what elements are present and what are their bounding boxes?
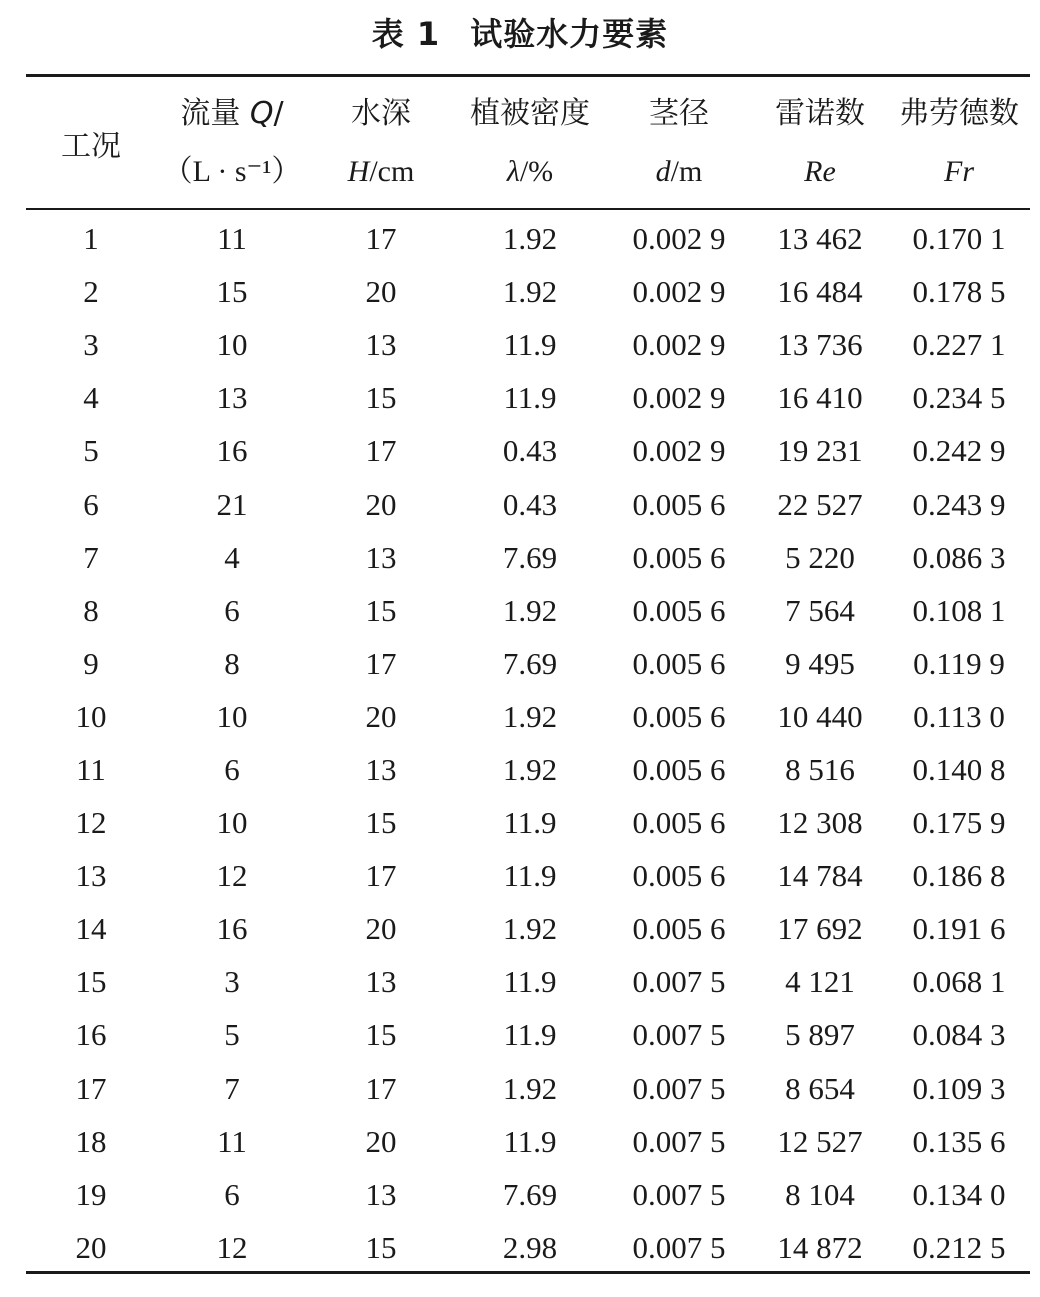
table-row [26, 1115, 1030, 1168]
cell-density: 1.92 [502, 911, 558, 947]
cell-density: 11.9 [503, 1017, 557, 1053]
cell-reynolds: 7 564 [785, 592, 855, 628]
cell-froude: 0.175 9 [912, 805, 1006, 841]
cell-reynolds: 8 516 [785, 751, 855, 787]
header-froude-symbol: Fr [944, 154, 974, 188]
header-stem-unit: d/m [655, 154, 703, 188]
cell-depth: 17 [365, 858, 397, 894]
header-depth [308, 77, 454, 208]
cell-stem: 0.005 6 [632, 751, 726, 787]
cell-flow: 3 [224, 964, 240, 1000]
cell-flow: 6 [224, 1176, 240, 1212]
cell-stem: 0.007 5 [632, 1070, 726, 1106]
cell-flow: 13 [216, 380, 248, 416]
cell-flow: 16 [216, 911, 248, 947]
cell-reynolds: 13 462 [777, 221, 863, 257]
hydraulic-parameters-table [26, 77, 1030, 1274]
cell-density: 2.98 [502, 1229, 558, 1265]
cell-depth: 17 [365, 433, 397, 469]
table-row [26, 371, 1030, 424]
header-row [26, 77, 1030, 208]
table-row [26, 690, 1030, 743]
cell-stem: 0.002 9 [632, 433, 726, 469]
cell-condition: 13 [75, 858, 107, 894]
cell-froude: 0.186 8 [912, 858, 1006, 894]
header-stem [606, 77, 752, 208]
table-row [26, 902, 1030, 955]
cell-depth: 17 [365, 1070, 397, 1106]
cell-froude: 0.084 3 [912, 1017, 1006, 1053]
cell-froude: 0.170 1 [912, 221, 1006, 257]
header-flow [156, 77, 308, 208]
cell-depth: 13 [365, 964, 397, 1000]
cell-depth: 20 [365, 698, 397, 734]
cell-stem: 0.005 6 [632, 592, 726, 628]
cell-reynolds: 10 440 [777, 698, 863, 734]
cell-stem: 0.005 6 [632, 645, 726, 681]
cell-froude: 0.178 5 [912, 274, 1006, 310]
cell-depth: 13 [365, 751, 397, 787]
cell-flow: 7 [224, 1070, 240, 1106]
cell-flow: 21 [216, 486, 248, 522]
cell-reynolds: 5 220 [785, 539, 855, 575]
cell-reynolds: 5 897 [785, 1017, 855, 1053]
cell-condition: 12 [75, 805, 107, 841]
cell-density: 1.92 [502, 274, 558, 310]
cell-stem: 0.007 5 [632, 1229, 726, 1265]
cell-stem: 0.005 6 [632, 539, 726, 575]
cell-reynolds: 13 736 [777, 327, 863, 363]
cell-flow: 6 [224, 751, 240, 787]
cell-stem: 0.007 5 [632, 1123, 726, 1159]
cell-froude: 0.227 1 [912, 327, 1006, 363]
cell-density: 1.92 [502, 221, 558, 257]
header-reynolds [752, 77, 888, 208]
table-number: 表 1 [371, 15, 441, 53]
cell-depth: 15 [365, 1229, 397, 1265]
cell-froude: 0.086 3 [912, 539, 1006, 575]
cell-depth: 20 [365, 274, 397, 310]
header-condition-label: 工况 [61, 128, 121, 164]
cell-froude: 0.113 0 [913, 698, 1005, 734]
cell-reynolds: 12 527 [777, 1123, 863, 1159]
cell-froude: 0.243 9 [912, 486, 1006, 522]
cell-condition: 11 [76, 751, 106, 787]
cell-reynolds: 4 121 [785, 964, 855, 1000]
cell-reynolds: 8 104 [785, 1176, 855, 1212]
cell-froude: 0.068 1 [912, 964, 1006, 1000]
cell-froude: 0.108 1 [912, 592, 1006, 628]
cell-reynolds: 14 872 [777, 1229, 863, 1265]
cell-flow: 12 [216, 1229, 248, 1265]
cell-reynolds: 22 527 [777, 486, 863, 522]
header-condition [26, 77, 156, 208]
cell-density: 0.43 [502, 433, 558, 469]
cell-condition: 18 [75, 1123, 107, 1159]
cell-stem: 0.005 6 [632, 858, 726, 894]
cell-depth: 13 [365, 327, 397, 363]
table-row [26, 531, 1030, 584]
table-row [26, 318, 1030, 371]
cell-depth: 15 [365, 380, 397, 416]
header-depth-label: 水深 [351, 95, 411, 131]
cell-condition: 15 [75, 964, 107, 1000]
cell-reynolds: 14 784 [777, 858, 863, 894]
cell-condition: 2 [83, 274, 99, 310]
cell-reynolds: 16 410 [777, 380, 863, 416]
cell-reynolds: 17 692 [777, 911, 863, 947]
cell-flow: 4 [224, 539, 240, 575]
cell-flow: 10 [216, 327, 248, 363]
cell-flow: 10 [216, 805, 248, 841]
header-flow-label: 流量 Q/ [180, 95, 284, 131]
cell-flow: 11 [217, 221, 247, 257]
header-stem-label: 茎径 [649, 95, 709, 131]
cell-reynolds: 12 308 [777, 805, 863, 841]
cell-condition: 17 [75, 1070, 107, 1106]
cell-depth: 20 [365, 911, 397, 947]
header-density [454, 77, 606, 208]
cell-froude: 0.134 0 [912, 1176, 1006, 1212]
cell-condition: 6 [83, 486, 99, 522]
cell-density: 11.9 [503, 327, 557, 363]
cell-density: 1.92 [502, 1070, 558, 1106]
table-row [26, 1221, 1030, 1274]
cell-depth: 15 [365, 592, 397, 628]
cell-condition: 8 [83, 592, 99, 628]
cell-depth: 20 [365, 486, 397, 522]
cell-froude: 0.109 3 [912, 1070, 1006, 1106]
cell-froude: 0.191 6 [912, 911, 1006, 947]
cell-stem: 0.007 5 [632, 964, 726, 1000]
cell-density: 11.9 [503, 964, 557, 1000]
header-reynolds-label: 雷诺数 [775, 95, 865, 131]
cell-depth: 15 [365, 805, 397, 841]
cell-stem: 0.005 6 [632, 911, 726, 947]
cell-condition: 9 [83, 645, 99, 681]
header-froude-label: 弗劳德数 [899, 95, 1019, 131]
cell-condition: 7 [83, 539, 99, 575]
cell-condition: 5 [83, 433, 99, 469]
cell-condition: 1 [83, 221, 99, 257]
cell-depth: 13 [365, 539, 397, 575]
cell-froude: 0.242 9 [912, 433, 1006, 469]
cell-condition: 3 [83, 327, 99, 363]
header-reynolds-symbol: Re [804, 154, 836, 188]
cell-stem: 0.005 6 [632, 805, 726, 841]
cell-flow: 15 [216, 274, 248, 310]
table-row [26, 955, 1030, 1008]
cell-flow: 6 [224, 592, 240, 628]
cell-density: 11.9 [503, 380, 557, 416]
table-body [26, 208, 1030, 1274]
table-row [26, 584, 1030, 637]
cell-condition: 19 [75, 1176, 107, 1212]
cell-density: 0.43 [502, 486, 558, 522]
cell-flow: 16 [216, 433, 248, 469]
cell-froude: 0.140 8 [912, 751, 1006, 787]
cell-condition: 4 [83, 380, 99, 416]
cell-stem: 0.005 6 [632, 698, 726, 734]
cell-condition: 20 [75, 1229, 107, 1265]
cell-stem: 0.002 9 [632, 327, 726, 363]
table-row [26, 1008, 1030, 1061]
cell-condition: 16 [75, 1017, 107, 1053]
table-row [26, 1168, 1030, 1221]
table-row [26, 637, 1030, 690]
cell-reynolds: 19 231 [777, 433, 863, 469]
cell-flow: 8 [224, 645, 240, 681]
table-row [26, 265, 1030, 318]
cell-condition: 14 [75, 911, 107, 947]
cell-density: 1.92 [502, 698, 558, 734]
cell-depth: 20 [365, 1123, 397, 1159]
cell-flow: 10 [216, 698, 248, 734]
table-row [26, 1062, 1030, 1115]
cell-stem: 0.007 5 [632, 1176, 726, 1212]
cell-reynolds: 9 495 [785, 645, 855, 681]
cell-stem: 0.005 6 [632, 486, 726, 522]
table-row [26, 424, 1030, 477]
cell-flow: 11 [217, 1123, 247, 1159]
cell-density: 7.69 [502, 645, 558, 681]
cell-stem: 0.002 9 [632, 221, 726, 257]
cell-density: 11.9 [503, 858, 557, 894]
header-density-unit: λ/% [506, 154, 554, 188]
table-row [26, 743, 1030, 796]
cell-depth: 15 [365, 1017, 397, 1053]
cell-stem: 0.002 9 [632, 380, 726, 416]
table-title: 试验水力要素 [470, 15, 669, 53]
table-caption [0, 12, 1040, 56]
cell-stem: 0.007 5 [632, 1017, 726, 1053]
cell-density: 11.9 [503, 1123, 557, 1159]
cell-reynolds: 16 484 [777, 274, 863, 310]
header-depth-unit: H/cm [347, 154, 415, 188]
cell-stem: 0.002 9 [632, 274, 726, 310]
cell-depth: 17 [365, 221, 397, 257]
cell-froude: 0.234 5 [912, 380, 1006, 416]
table-row [26, 208, 1030, 265]
cell-density: 1.92 [502, 592, 558, 628]
cell-density: 1.92 [502, 751, 558, 787]
cell-froude: 0.135 6 [912, 1123, 1006, 1159]
table-row [26, 849, 1030, 902]
table-row [26, 477, 1030, 530]
cell-flow: 5 [224, 1017, 240, 1053]
cell-depth: 17 [365, 645, 397, 681]
cell-condition: 10 [75, 698, 107, 734]
cell-density: 7.69 [502, 539, 558, 575]
header-flow-unit: （L · s⁻¹） [162, 154, 302, 188]
table-row [26, 796, 1030, 849]
header-density-label: 植被密度 [470, 95, 590, 131]
cell-density: 7.69 [502, 1176, 558, 1212]
header-froude [888, 77, 1030, 208]
cell-reynolds: 8 654 [785, 1070, 855, 1106]
cell-froude: 0.119 9 [913, 645, 1005, 681]
cell-flow: 12 [216, 858, 248, 894]
cell-depth: 13 [365, 1176, 397, 1212]
cell-froude: 0.212 5 [912, 1229, 1006, 1265]
cell-density: 11.9 [503, 805, 557, 841]
